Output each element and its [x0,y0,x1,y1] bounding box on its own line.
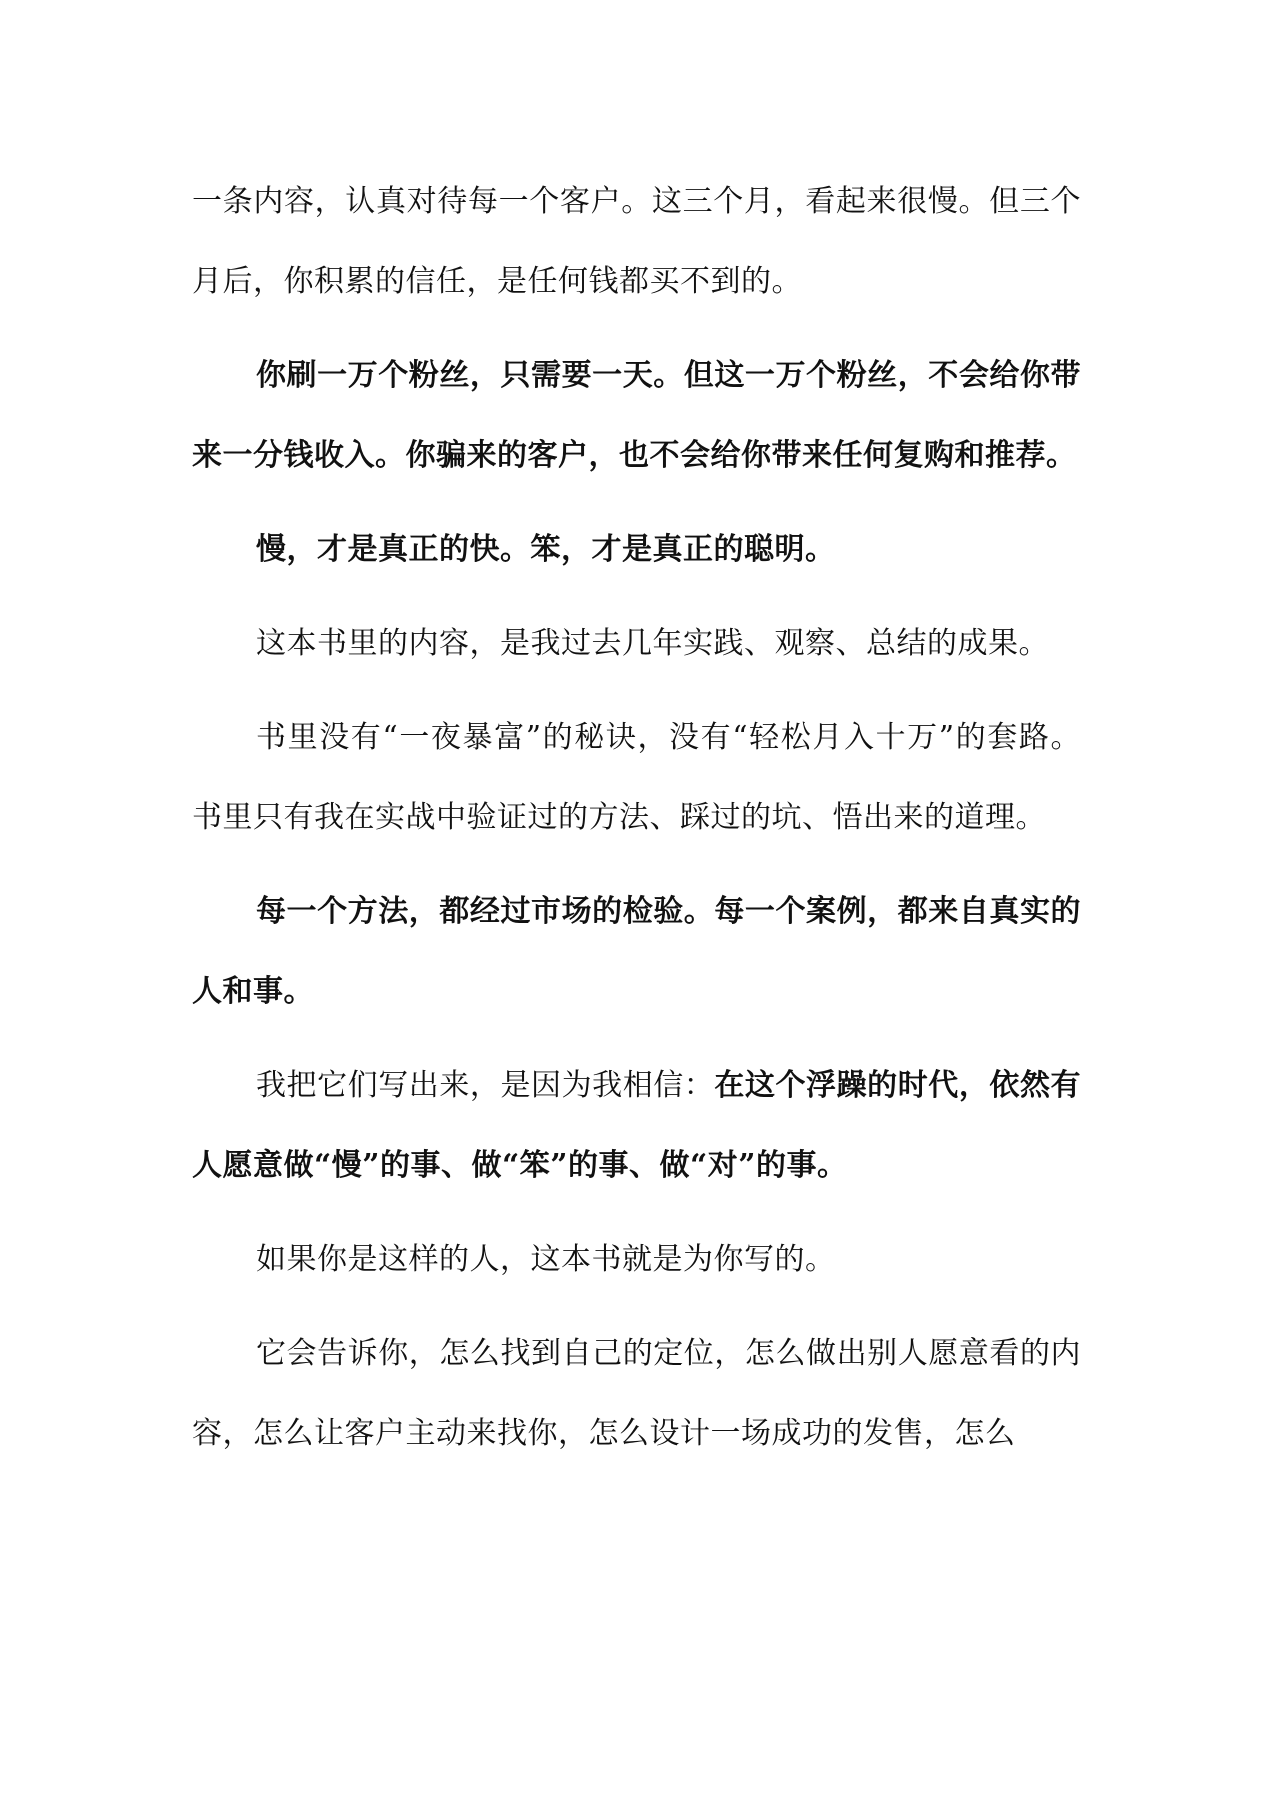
paragraph [192,510,1081,590]
paragraph-text-bold: 每一个方法，都经过市场的检验。每一个案例，都来自真实的人和事。 [192,894,1081,1009]
body-text [192,162,1081,1488]
paragraph-text-bold: 你刷一万个粉丝，只需要一天。但这一万个粉丝，不会给你带来一分钱收入。你骗来的客户，也不会给你带来任何复购和推荐。 [192,358,1081,473]
paragraph-text-bold: 在这个浮躁的时代，依然有人愿意做“慢”的事、做“笨”的事、做“对”的事。 [192,1068,1082,1183]
paragraph-text: 一条内容，认真对待每一个客户。这三个月，看起来很慢。但三个月后，你积累的信任，是任何钱都买不到的。 [192,184,1081,299]
paragraph-text: 这本书里的内容，是我过去几年实践、观察、总结的成果。 [256,626,1049,661]
paragraph [192,336,1081,496]
paragraph-text-bold: 慢，才是真正的快。笨，才是真正的聪明。 [256,532,836,567]
paragraph-text: 书里没有“一夜暴富”的秘诀，没有“轻松月入十万”的套路。书里只有我在实战中验证过的方法、踩过的坑、悟出来的道理。 [192,720,1081,835]
paragraph [192,604,1081,684]
paragraph [192,1220,1081,1300]
paragraph [192,872,1081,1032]
paragraph-text: 我把它们写出来，是因为我相信： [256,1068,715,1103]
paragraph [192,698,1081,858]
paragraph [192,1314,1081,1474]
paragraph [192,1046,1081,1206]
paragraph [192,162,1081,322]
paragraph-text: 如果你是这样的人，这本书就是为你写的。 [256,1242,836,1277]
paragraph-text: 它会告诉你，怎么找到自己的定位，怎么做出别人愿意看的内容，怎么让客户主动来找你，怎么设计一场成功的发售，怎么 [192,1336,1081,1451]
